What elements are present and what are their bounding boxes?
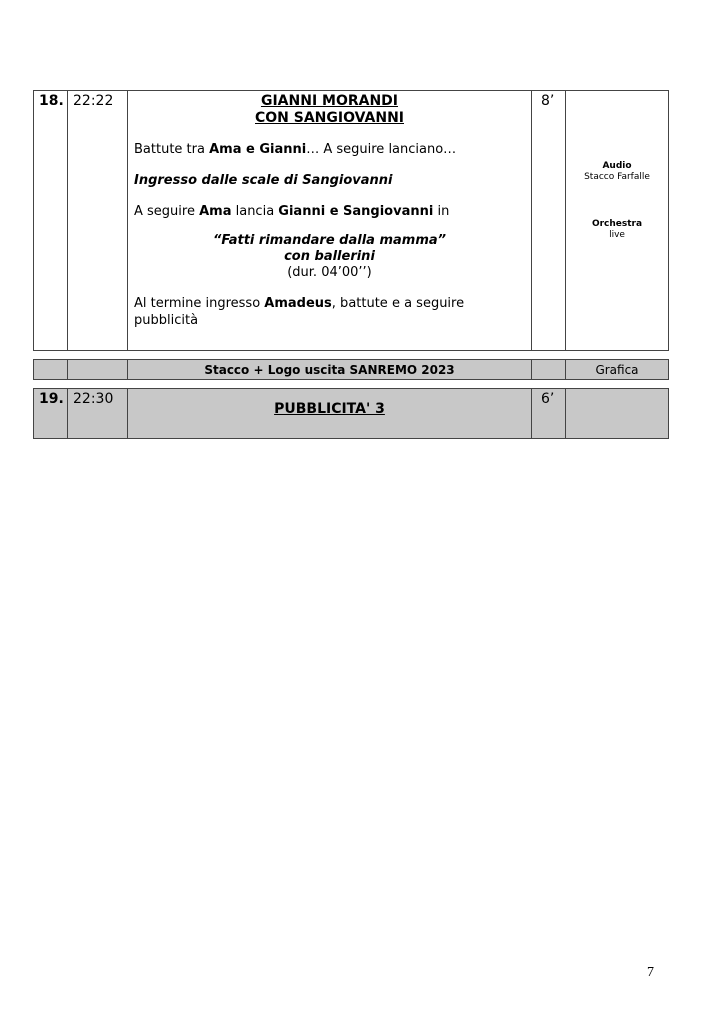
empty-cell <box>68 360 128 380</box>
rundown-row-19 <box>33 388 669 439</box>
rundown-row-18 <box>33 90 669 351</box>
technical-notes <box>566 161 668 241</box>
song-title: “Fatti rimandare dalla mamma” <box>212 233 447 248</box>
empty-cell <box>532 360 566 380</box>
item-number-cell <box>34 389 68 439</box>
orchestra-text: live <box>609 230 625 240</box>
separator-note-cell <box>566 360 669 380</box>
item-title-line2: CON SANGIOVANNI <box>255 110 404 126</box>
item-number: 19. <box>39 391 64 407</box>
item-number-cell <box>34 91 68 351</box>
item-content-cell <box>128 91 532 351</box>
item-title-line1: GIANNI MORANDI <box>260 93 399 109</box>
item-content-cell <box>128 389 532 439</box>
orchestra-heading: Orchestra <box>591 219 643 229</box>
item-duration: 8’ <box>541 93 555 109</box>
separator-row <box>33 359 669 380</box>
separator-note: Grafica <box>595 362 639 377</box>
separator-title-cell <box>128 360 532 380</box>
song-duration: (dur. 04’00’’) <box>287 265 372 280</box>
audio-text: Stacco Farfalle <box>584 172 650 182</box>
item-duration-cell <box>532 389 566 439</box>
song-block <box>134 233 525 281</box>
item-time-cell <box>68 389 128 439</box>
item-duration: 6’ <box>541 391 555 407</box>
item-number: 18. <box>39 93 64 109</box>
page-number: 7 <box>647 965 654 980</box>
separator-title: Stacco + Logo uscita SANREMO 2023 <box>204 362 455 377</box>
paragraph-intro: Battute tra Ama e Gianni… A seguire lanciano… <box>134 142 457 157</box>
item-time-cell <box>68 91 128 351</box>
item-time: 22:30 <box>73 391 114 407</box>
song-subtitle: con ballerini <box>284 249 375 264</box>
empty-cell <box>34 360 68 380</box>
item-time: 22:22 <box>73 93 114 109</box>
item-notes-cell <box>566 389 669 439</box>
item-notes-cell <box>566 91 669 351</box>
audio-heading: Audio <box>602 161 632 171</box>
item-duration-cell <box>532 91 566 351</box>
paragraph-closing: Al termine ingresso Amadeus, battute e a seguire pubblicità <box>134 296 465 328</box>
paragraph-entrance: Ingresso dalle scale di Sangiovanni <box>134 173 393 188</box>
paragraph-launch: A seguire Ama lancia Gianni e Sangiovanni in <box>134 204 450 219</box>
item-title: PUBBLICITA' 3 <box>274 401 385 417</box>
